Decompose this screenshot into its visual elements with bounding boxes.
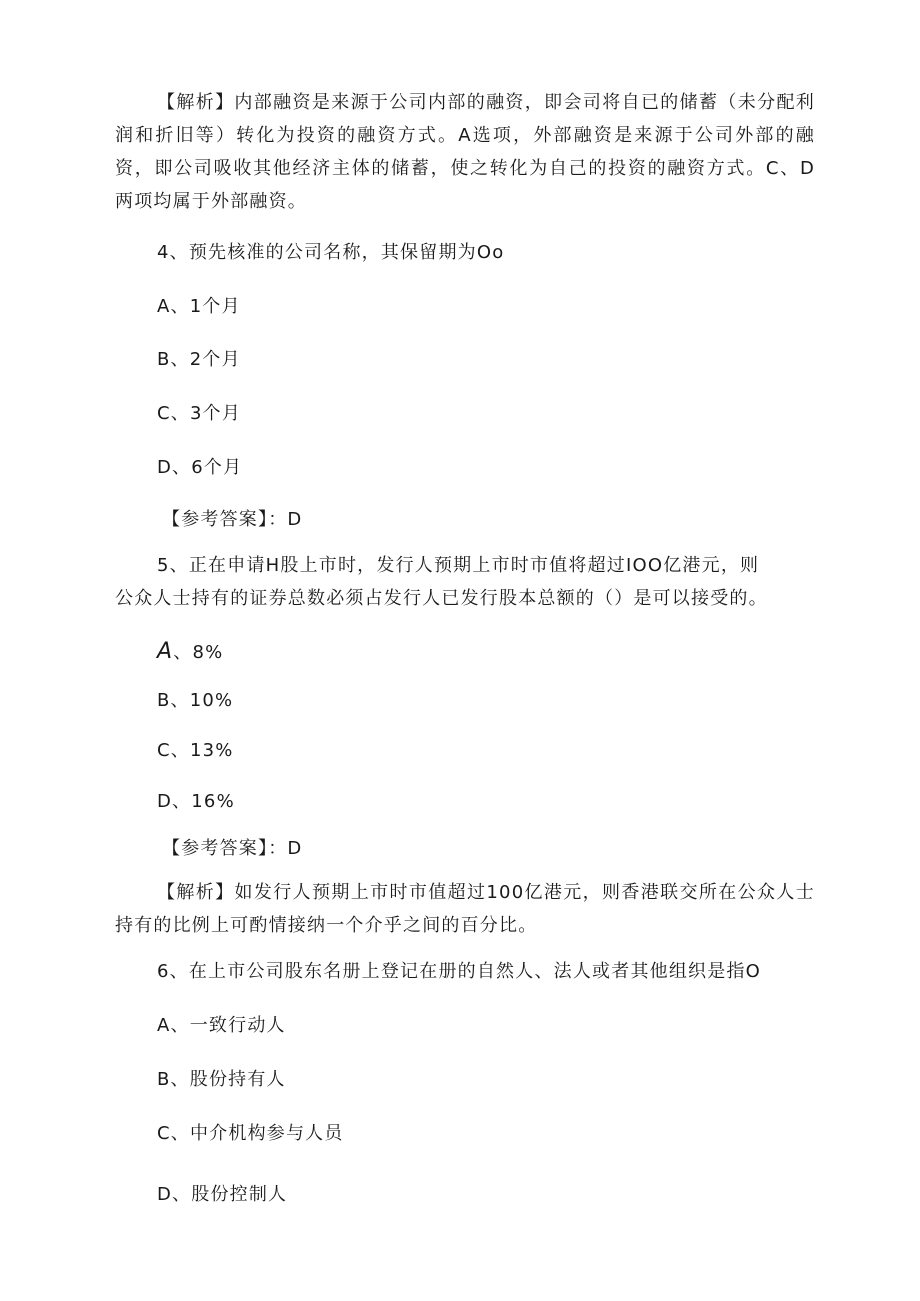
question-4: 4、预先核准的公司名称，其保留期为Oo: [157, 242, 505, 263]
q5-option-b: B、10%: [157, 690, 234, 711]
q5-answer: 【参考答案】：D: [162, 838, 303, 859]
analysis-q3: 【解析】内部融资是来源于公司内部的融资，即会司将自已的储蓄（未分配利润和折旧等）转化为投资的融资方式。A选项，外部融资是来源于公司外部的融资，即公司吸收其他经济主体的储蓄，使之转化为自己的投资的融资方式。C、D两项均属于外部融资。: [115, 92, 815, 212]
q5-option-d: D、16%: [157, 791, 235, 812]
question-5-line1: 5、正在申请H股上市时，发行人预期上市时市值将超过IOO亿港元，则: [157, 555, 760, 576]
q6-option-d: D、股份控制人: [157, 1184, 288, 1205]
q4-option-b: B、2个月: [157, 349, 241, 370]
question-5-line2: 公众人士持有的证券总数必须占发行人已发行股本总额的（）是可以接受的。: [115, 588, 768, 609]
q5-option-a: [157, 635, 857, 669]
q6-option-a: A、一致行动人: [157, 1015, 286, 1036]
q6-option-b: B、股份持有人: [157, 1069, 286, 1090]
q4-option-d: D、6个月: [157, 457, 243, 478]
analysis-q5: 【解析】如发行人预期上市时市值超过100亿港元，则香港联交所在公众人士持有的比例上可酌情接纳一个介乎之间的百分比。: [115, 882, 815, 936]
q6-option-c: C、中介机构参与人员: [157, 1123, 344, 1144]
q5-option-a-value: 、8%: [173, 642, 224, 663]
q4-option-a: A、1个月: [157, 296, 241, 317]
q4-option-c: C、3个月: [157, 403, 242, 424]
q5-option-c: C、13%: [157, 740, 234, 761]
q5-option-a-letter: A: [157, 639, 174, 664]
q4-answer: 【参考答案】：D: [162, 509, 303, 530]
question-6: 6、在上市公司股东名册上登记在册的自然人、法人或者其他组织是指O: [157, 961, 762, 982]
